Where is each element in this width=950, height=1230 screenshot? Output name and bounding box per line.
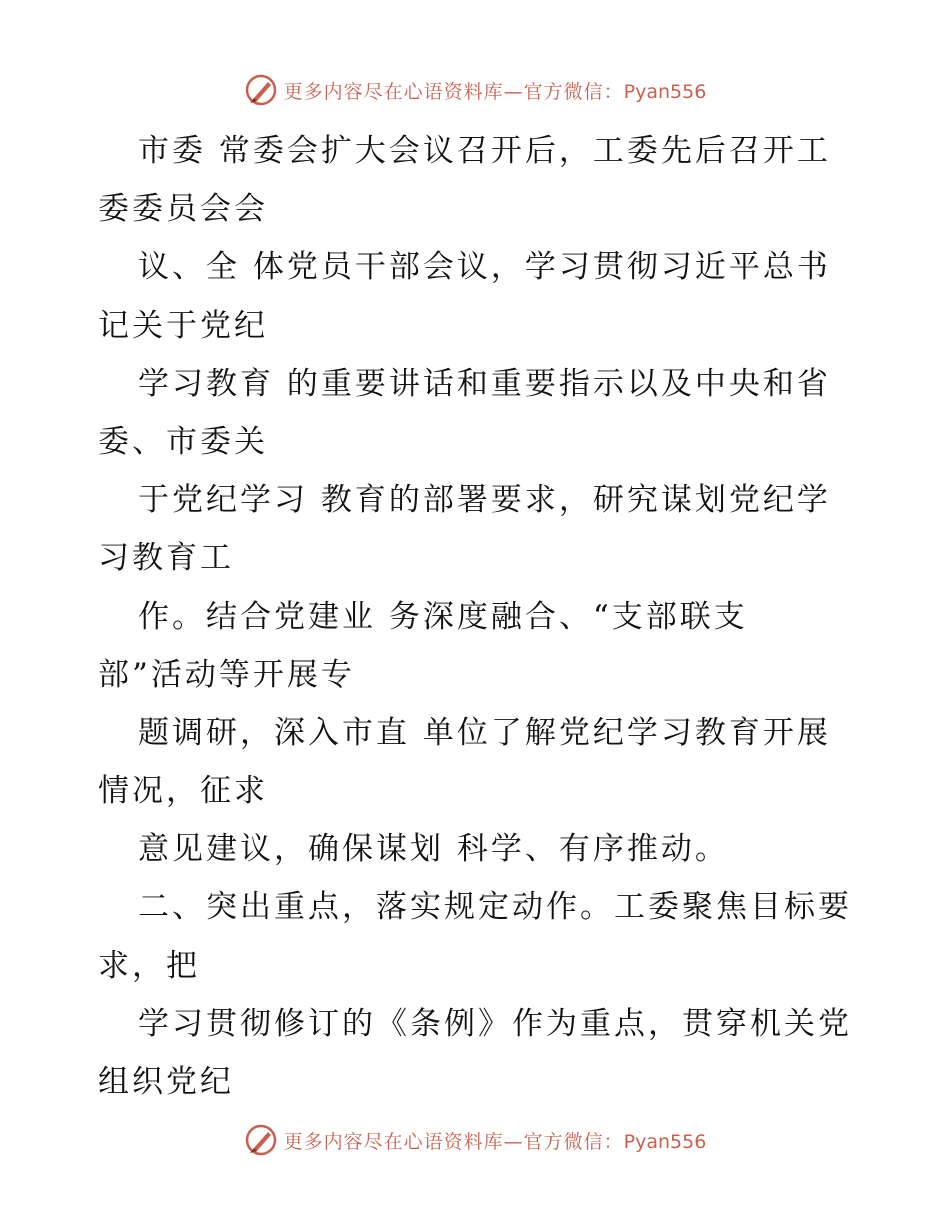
text-line: 二、突出重点，落实规定动作。工委聚焦目标要 [138,889,852,926]
text-line: 委、市委关 [98,423,268,460]
text-line: 组织党纪 [98,1064,234,1100]
pen-logo-icon [244,1123,278,1157]
watermark-text: 更多内容尽在心语资料库—官方微信： [283,1130,624,1153]
text-line: 题调研，深入市直 单位了解党纪学习教育开展 [138,714,831,751]
text-line: 学习贯彻修订的《条例》作为重点，贯穿机关党 [138,1005,852,1042]
text-line: 习教育工 [98,540,234,577]
document-body [98,122,858,1111]
header-watermark [0,70,950,110]
text-line: 于党纪学习 教育的部署要求，研究谋划党纪学 [138,482,831,519]
text-line: 学习教育 的重要讲话和重要指示以及中央和省 [138,365,831,402]
text-line: 记关于党纪 [98,307,268,344]
text-line: 求，把 [98,947,200,984]
pen-logo-icon [244,73,278,107]
text-line: 意见建议，确保谋划 科学、有序推动。 [138,831,729,868]
text-line: 议、全 体党员干部会议，学习贯彻习近平总书 [138,249,831,286]
footer-watermark [0,1120,950,1160]
text-line: 情况，征求 [98,773,268,810]
text-line: 市委 常委会扩大会议召开后，工委先后召开工 [138,133,831,169]
text-line: 部”活动等开展专 [98,656,355,693]
text-line: 委委员会会 [98,191,268,228]
watermark-text: 更多内容尽在心语资料库—官方微信： [283,80,624,103]
text-line: 作。结合党建业 务深度融合、“支部联支 [138,598,748,635]
watermark-id: Pyan556 [623,80,707,103]
watermark-id: Pyan556 [623,1130,707,1153]
